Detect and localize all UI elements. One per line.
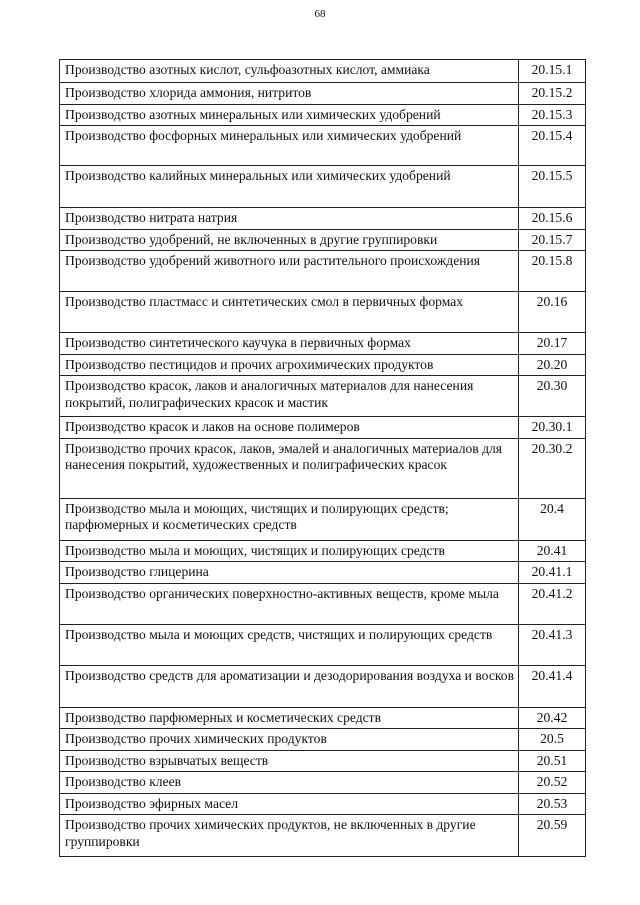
table-row bbox=[60, 707, 586, 729]
activity-name: Производство азотных минеральных или химических удобрений bbox=[60, 104, 519, 126]
table-row bbox=[60, 83, 586, 105]
activity-name: Производство глицерина bbox=[60, 562, 519, 584]
activity-name: Производство калийных минеральных или химических удобрений bbox=[60, 166, 519, 208]
table-row bbox=[60, 229, 586, 251]
activity-code: 20.41.2 bbox=[519, 583, 586, 624]
table-row bbox=[60, 438, 586, 498]
activity-name: Производство хлорида аммония, нитритов bbox=[60, 83, 519, 105]
activity-name: Производство красок и лаков на основе полимеров bbox=[60, 417, 519, 439]
activity-code: 20.15.7 bbox=[519, 229, 586, 251]
table-row bbox=[60, 815, 586, 857]
activity-code: 20.53 bbox=[519, 793, 586, 815]
table-row bbox=[60, 333, 586, 355]
activity-code: 20.59 bbox=[519, 815, 586, 857]
activity-name: Производство взрывчатых веществ bbox=[60, 750, 519, 772]
activity-name: Производство органических поверхностно-активных веществ, кроме мыла bbox=[60, 583, 519, 624]
activity-name: Производство пластмасс и синтетических смол в первичных формах bbox=[60, 292, 519, 333]
activity-code: 20.15.4 bbox=[519, 126, 586, 166]
table-row bbox=[60, 292, 586, 333]
activity-code: 20.17 bbox=[519, 333, 586, 355]
activity-name: Производство синтетического каучука в первичных формах bbox=[60, 333, 519, 355]
activity-code: 20.15.1 bbox=[519, 60, 586, 83]
activity-code: 20.42 bbox=[519, 707, 586, 729]
table-row bbox=[60, 793, 586, 815]
activity-code: 20.41.3 bbox=[519, 624, 586, 665]
activity-name: Производство прочих химических продуктов, не включенных в другие группировки bbox=[60, 815, 519, 857]
activity-name: Производство нитрата натрия bbox=[60, 208, 519, 230]
table-row bbox=[60, 417, 586, 439]
activity-name: Производство пестицидов и прочих агрохимических продуктов bbox=[60, 354, 519, 376]
activity-code: 20.41 bbox=[519, 540, 586, 562]
activity-code: 20.16 bbox=[519, 292, 586, 333]
activity-code: 20.30 bbox=[519, 376, 586, 417]
activity-name: Производство мыла и моющих, чистящих и полирующих средств; парфюмерных и косметических средств bbox=[60, 498, 519, 540]
activity-name: Производство удобрений, не включенных в другие группировки bbox=[60, 229, 519, 251]
activity-code: 20.51 bbox=[519, 750, 586, 772]
activity-name: Производство азотных кислот, сульфоазотных кислот, аммиака bbox=[60, 60, 519, 83]
table-row bbox=[60, 665, 586, 707]
activity-code: 20.15.6 bbox=[519, 208, 586, 230]
activity-code: 20.20 bbox=[519, 354, 586, 376]
activity-code: 20.5 bbox=[519, 729, 586, 751]
activity-code: 20.41.1 bbox=[519, 562, 586, 584]
table-row bbox=[60, 540, 586, 562]
activity-name: Производство мыла и моющих, чистящих и полирующих средств bbox=[60, 540, 519, 562]
table-row bbox=[60, 624, 586, 665]
activity-name: Производство прочих красок, лаков, эмалей и аналогичных материалов для нанесения покрытий, художественных и полиграфических красок bbox=[60, 438, 519, 498]
activity-name: Производство клеев bbox=[60, 772, 519, 794]
table-row bbox=[60, 750, 586, 772]
activity-name: Производство удобрений животного или растительного происхождения bbox=[60, 251, 519, 292]
page-number: 68 bbox=[314, 8, 326, 20]
table-row bbox=[60, 60, 586, 83]
activity-name: Производство парфюмерных и косметических средств bbox=[60, 707, 519, 729]
activity-code: 20.4 bbox=[519, 498, 586, 540]
table-row bbox=[60, 251, 586, 292]
activity-name: Производство фосфорных минеральных или химических удобрений bbox=[60, 126, 519, 166]
activity-code: 20.15.5 bbox=[519, 166, 586, 208]
table-row bbox=[60, 126, 586, 166]
table-row bbox=[60, 376, 586, 417]
table-row bbox=[60, 772, 586, 794]
activity-code: 20.52 bbox=[519, 772, 586, 794]
activity-name: Производство красок, лаков и аналогичных материалов для нанесения покрытий, полиграфических красок и мастик bbox=[60, 376, 519, 417]
table-row bbox=[60, 166, 586, 208]
table-row bbox=[60, 562, 586, 584]
table-row bbox=[60, 354, 586, 376]
activity-code: 20.41.4 bbox=[519, 665, 586, 707]
activity-code: 20.15.2 bbox=[519, 83, 586, 105]
table-row bbox=[60, 583, 586, 624]
table-row bbox=[60, 208, 586, 230]
activity-code: 20.30.2 bbox=[519, 438, 586, 498]
activity-name: Производство средств для ароматизации и дезодорирования воздуха и восков bbox=[60, 665, 519, 707]
activity-name: Производство прочих химических продуктов bbox=[60, 729, 519, 751]
table-row bbox=[60, 104, 586, 126]
activity-codes-table bbox=[59, 59, 586, 857]
activity-code: 20.15.3 bbox=[519, 104, 586, 126]
table-row bbox=[60, 498, 586, 540]
activity-code: 20.15.8 bbox=[519, 251, 586, 292]
activity-name: Производство эфирных масел bbox=[60, 793, 519, 815]
activity-name: Производство мыла и моющих средств, чистящих и полирующих средств bbox=[60, 624, 519, 665]
activity-code: 20.30.1 bbox=[519, 417, 586, 439]
table-body bbox=[60, 60, 586, 857]
table-row bbox=[60, 729, 586, 751]
